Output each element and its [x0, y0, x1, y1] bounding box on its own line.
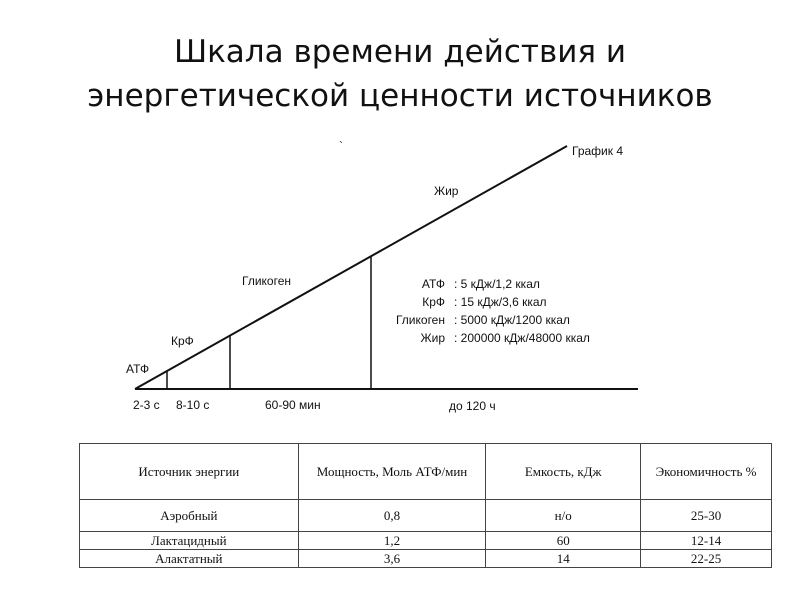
time-label-4: до 120 ч — [449, 399, 496, 413]
table-cell: 25-30 — [641, 500, 772, 532]
table-row — [80, 550, 772, 568]
table-cell: 14 — [486, 550, 641, 568]
table-cell: 1,2 — [298, 532, 486, 550]
table-row — [80, 500, 772, 532]
time-label-3: 60-90 мин — [265, 398, 321, 412]
legend-name-fat: Жир — [420, 331, 445, 345]
table-cell: Алактатный — [80, 550, 299, 568]
table-cell: 0,8 — [298, 500, 486, 532]
header-power: Мощность, Моль АТФ/мин — [298, 444, 486, 500]
label-krf: КрФ — [171, 334, 194, 348]
stray-mark: ` — [339, 139, 343, 153]
table-cell: 3,6 — [298, 550, 486, 568]
table-row — [80, 532, 772, 550]
time-label-2: 8-10 с — [176, 398, 210, 412]
legend-value-atf: : 5 кДж/1,2 ккал — [454, 277, 540, 291]
table-cell: Лактацидный — [80, 532, 299, 550]
graph-label: График 4 — [572, 144, 624, 158]
legend-value-glycogen: : 5000 кДж/1200 ккал — [454, 313, 570, 327]
header-source: Источник энергии — [80, 444, 299, 500]
legend-value-krf: : 15 кДж/3,6 ккал — [454, 295, 547, 309]
table-cell: Аэробный — [80, 500, 299, 532]
time-label-1: 2-3 с — [133, 398, 160, 412]
legend-name-atf: АТФ — [421, 277, 445, 291]
label-glycogen: Гликоген — [242, 274, 292, 288]
energy-legend — [396, 277, 590, 345]
label-fat: Жир — [434, 184, 459, 198]
table-cell: 60 — [486, 532, 641, 550]
header-efficiency: Экономичность % — [641, 444, 772, 500]
legend-value-fat: : 200000 кДж/48000 ккал — [454, 331, 590, 345]
energy-sources-table — [79, 443, 772, 568]
table-header-row — [80, 444, 772, 500]
table-cell: н/о — [486, 500, 641, 532]
legend-name-glycogen: Гликоген — [395, 313, 445, 327]
header-capacity: Емкость, кДж — [486, 444, 641, 500]
energy-diagonal — [135, 146, 567, 389]
table-cell: 12-14 — [641, 532, 772, 550]
legend-name-krf: КрФ — [422, 295, 445, 309]
title-line-2: энергетической ценности источников — [87, 78, 713, 114]
title-line-1: Шкала времени действия и — [173, 34, 627, 70]
label-atf: АТФ — [126, 362, 150, 376]
table-cell: 22-25 — [641, 550, 772, 568]
